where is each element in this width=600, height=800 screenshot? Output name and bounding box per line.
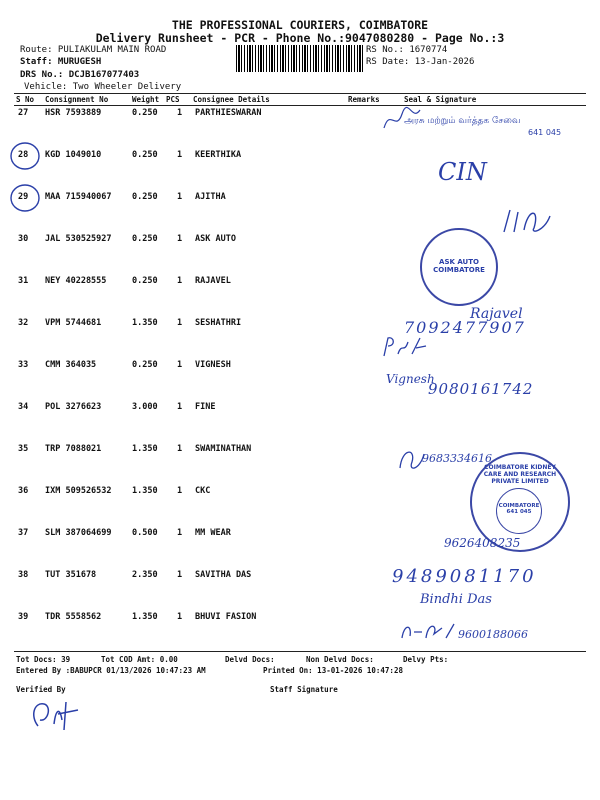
row-sno: 33 bbox=[18, 360, 29, 370]
table-top-rule bbox=[14, 93, 586, 94]
phone-33: 9080161742 bbox=[428, 380, 534, 398]
row-sno: 38 bbox=[18, 570, 29, 580]
row-sno: 36 bbox=[18, 486, 29, 496]
row-sno: 30 bbox=[18, 234, 29, 244]
row-weight: 3.000 bbox=[132, 402, 158, 412]
row-weight: 0.250 bbox=[132, 150, 158, 160]
signature-39 bbox=[398, 618, 458, 644]
row-weight: 1.350 bbox=[132, 318, 158, 328]
row-pcs: 1 bbox=[177, 318, 183, 328]
stamp-kidney-outer: COIMBATORE KIDNEY CARE AND RESEARCH PRIVATE LIMITED bbox=[483, 464, 557, 485]
table-row bbox=[0, 402, 600, 422]
rs-date: RS Date: 13-Jan-2026 bbox=[366, 57, 475, 67]
table-row bbox=[0, 150, 600, 170]
row-sno: 28 bbox=[18, 150, 29, 160]
row-weight: 0.250 bbox=[132, 108, 158, 118]
row-weight: 1.350 bbox=[132, 444, 158, 454]
row-sno: 37 bbox=[18, 528, 29, 538]
stamp-27-line2: 641 045 bbox=[528, 128, 562, 137]
signature-33: Vignesh bbox=[386, 372, 435, 386]
row-sno: 32 bbox=[18, 318, 29, 328]
row-weight: 2.350 bbox=[132, 570, 158, 580]
stamp-row-27 bbox=[398, 116, 578, 142]
row-consignee: ASK AUTO bbox=[195, 234, 236, 244]
row-consignee: RAJAVEL bbox=[195, 276, 231, 286]
row-consignee: BHUVI FASION bbox=[195, 612, 257, 622]
stamp-ask-auto-text: ASK AUTO COIMBATORE bbox=[433, 258, 485, 274]
phone-37: 9626408235 bbox=[444, 536, 521, 550]
delivery-points: Delvy Pts: bbox=[403, 655, 449, 664]
stamp-ask-auto bbox=[420, 228, 498, 306]
total-cod: Tot COD Amt: 0.00 bbox=[101, 655, 178, 664]
table-row bbox=[0, 276, 600, 296]
col-seal-signature: Seal & Signature bbox=[404, 95, 477, 104]
col-consignment: Consignment No bbox=[45, 95, 109, 104]
row-consignee: KEERTHIKA bbox=[195, 150, 242, 160]
signature-32 bbox=[380, 334, 430, 360]
phone-35: 9683334616 bbox=[422, 452, 492, 465]
row-pcs: 1 bbox=[177, 150, 183, 160]
company-title: THE PROFESSIONAL COURIERS, COIMBATORE bbox=[171, 18, 429, 32]
row-pcs: 1 bbox=[177, 192, 183, 202]
signature-27 bbox=[382, 104, 422, 134]
delivered-docs: Delvd Docs: bbox=[225, 655, 275, 664]
drs-number: DRS No.: DCJB167077403 bbox=[20, 70, 140, 80]
row-pcs: 1 bbox=[177, 444, 183, 454]
row-weight: 0.250 bbox=[132, 360, 158, 370]
row-sno: 35 bbox=[18, 444, 29, 454]
row-sno: 29 bbox=[18, 192, 29, 202]
runsheet-subtitle: Delivery Runsheet - PCR - Phone No.:9047080280 - Page No.:3 bbox=[95, 31, 505, 45]
table-header-rule bbox=[14, 105, 586, 106]
row-consignment: VPM 5744681 bbox=[45, 318, 102, 328]
barcode bbox=[236, 45, 363, 72]
signature-29 bbox=[500, 206, 560, 236]
row-consignee: SAVITHA DAS bbox=[195, 570, 252, 580]
row-consignment: TDR 5558562 bbox=[45, 612, 102, 622]
row-consignee: CKC bbox=[195, 486, 211, 496]
row-consignment: TRP 7088021 bbox=[45, 444, 102, 454]
non-delivered-docs: Non Delvd Docs: bbox=[306, 655, 374, 664]
staff-label: Staff: MURUGESH bbox=[20, 57, 102, 67]
row-consignee: FINE bbox=[195, 402, 216, 412]
table-row bbox=[0, 234, 600, 254]
verified-by-label: Verified By bbox=[16, 685, 66, 694]
row-pcs: 1 bbox=[177, 570, 183, 580]
row-pcs: 1 bbox=[177, 276, 183, 286]
row-weight: 1.350 bbox=[132, 612, 158, 622]
row-consignment: MAA 715940067 bbox=[45, 192, 112, 202]
stamp-kidney-inner: COIMBATORE 641 045 bbox=[498, 503, 540, 515]
entered-by: Entered By :BABUPCR 01/13/2026 10:47:23 AM bbox=[16, 666, 206, 675]
row-sno: 39 bbox=[18, 612, 29, 622]
row-weight: 0.250 bbox=[132, 276, 158, 286]
row-consignment: HSR 7593889 bbox=[45, 108, 102, 118]
table-row bbox=[0, 360, 600, 380]
row-weight: 0.250 bbox=[132, 234, 158, 244]
row-pcs: 1 bbox=[177, 612, 183, 622]
total-docs: Tot Docs: 39 bbox=[16, 655, 71, 664]
row-sno: 27 bbox=[18, 108, 29, 118]
staff-signature-label: Staff Signature bbox=[270, 685, 338, 694]
row-consignee: PARTHIESWARAN bbox=[195, 108, 262, 118]
row-consignment: NEY 40228555 bbox=[45, 276, 107, 286]
row-pcs: 1 bbox=[177, 402, 183, 412]
stamp-kidney-inner-ring bbox=[496, 488, 542, 534]
row-consignment: CMM 364035 bbox=[45, 360, 97, 370]
col-remarks: Remarks bbox=[348, 95, 380, 104]
signature-28: CIN bbox=[438, 158, 487, 186]
col-weight: Weight bbox=[132, 95, 160, 104]
row-consignment: KGD 1049010 bbox=[45, 150, 102, 160]
row-consignee: SWAMINATHAN bbox=[195, 444, 252, 454]
row-sno: 34 bbox=[18, 402, 29, 412]
row-sno: 31 bbox=[18, 276, 29, 286]
phone-31: 7092477907 bbox=[404, 318, 526, 337]
col-sno: S No bbox=[16, 95, 35, 104]
vehicle-label: Vehicle: Two Wheeler Delivery bbox=[24, 82, 182, 92]
row-consignee: AJITHA bbox=[195, 192, 226, 202]
row-consignee: VIGNESH bbox=[195, 360, 231, 370]
table-bottom-rule bbox=[14, 651, 586, 652]
row-pcs: 1 bbox=[177, 108, 183, 118]
row-consignment: JAL 530525927 bbox=[45, 234, 112, 244]
row-consignee: MM WEAR bbox=[195, 528, 231, 538]
signature-31: Rajavel bbox=[470, 306, 523, 322]
stamp-27-line1: அரசு மற்றும் வர்த்தக சேவை bbox=[404, 116, 521, 126]
row-consignment: POL 3276623 bbox=[45, 402, 102, 412]
row-pcs: 1 bbox=[177, 360, 183, 370]
row-consignment: SLM 387064699 bbox=[45, 528, 112, 538]
phone-39: 9600188066 bbox=[458, 628, 528, 641]
rs-number: RS No.: 1670774 bbox=[366, 45, 448, 55]
row-weight: 1.350 bbox=[132, 486, 158, 496]
row-consignment: IXM 509526532 bbox=[45, 486, 112, 496]
phone-38: 9489081170 bbox=[392, 566, 537, 587]
row-pcs: 1 bbox=[177, 234, 183, 244]
row-pcs: 1 bbox=[177, 486, 183, 496]
row-pcs: 1 bbox=[177, 528, 183, 538]
row-weight: 0.250 bbox=[132, 192, 158, 202]
row-weight: 0.500 bbox=[132, 528, 158, 538]
row-consignee: SESHATHRI bbox=[195, 318, 242, 328]
verified-signature bbox=[28, 696, 88, 736]
row-consignment: TUT 351678 bbox=[45, 570, 97, 580]
handdrawn-circles bbox=[8, 140, 48, 220]
route-label: Route: PULIAKULAM MAIN ROAD bbox=[20, 45, 167, 55]
printed-on: Printed On: 13-01-2026 10:47:28 bbox=[263, 666, 403, 675]
signature-38: Bindhi Das bbox=[420, 592, 492, 607]
col-consignee: Consignee Details bbox=[193, 95, 270, 104]
col-pcs: PCS bbox=[166, 95, 180, 104]
